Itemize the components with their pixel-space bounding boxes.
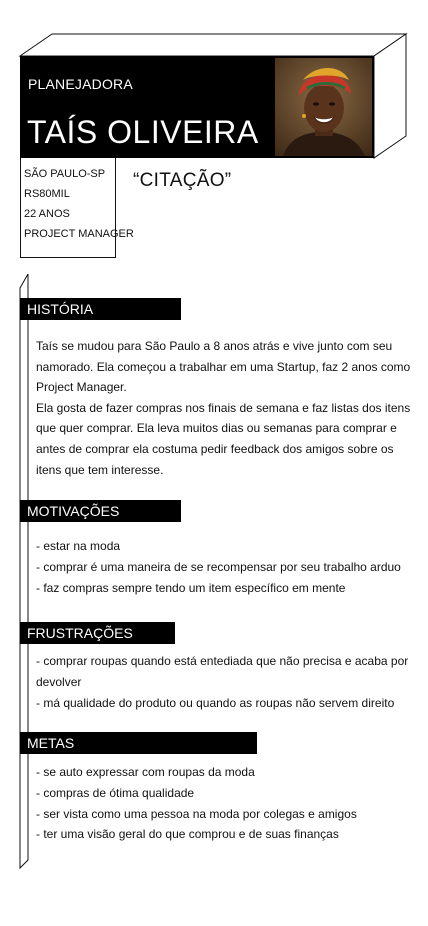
- list-item: - se auto expressar com roupas da moda: [36, 765, 255, 779]
- list-item: - estar na moda: [36, 539, 121, 553]
- persona-photo: [275, 58, 372, 156]
- section-title-metas: METAS: [20, 732, 257, 754]
- list-item: - comprar é uma maneira de se recompensar por seu trabalho arduo: [36, 559, 401, 574]
- info-location: SÃO PAULO-SP: [24, 168, 106, 180]
- list-item: - ser vista como uma pessoa na moda por colegas e amigos: [36, 806, 357, 821]
- list-item: - faz compras sempre tendo um item específico em mente: [36, 580, 346, 595]
- info-age: 22 ANOS: [24, 208, 70, 220]
- persona-info-box: [20, 158, 134, 258]
- historia-text: [36, 336, 412, 480]
- section-title-frustracoes: FRUSTRAÇÕES: [20, 622, 175, 644]
- persona-name: TAÍS OLIVEIRA: [27, 114, 259, 150]
- list-item: - comprar roupas quando está entediada que não precisa e acaba por devolver: [36, 654, 409, 689]
- motivacoes-list: [36, 536, 412, 598]
- info-occupation: PROJECT MANAGER: [24, 228, 134, 240]
- list-item: - ter uma visão geral do que comprou e de suas finanças: [36, 827, 339, 842]
- info-income: RS80MIL: [24, 188, 70, 200]
- portrait-illustration-icon: [275, 58, 372, 156]
- historia-paragraph: Ela gosta de fazer compras nos finais de semana e faz listas dos itens que quer comprar. Ela leva muitos dias ou semanas para comprar e antes de comprar ela costuma pedir feedback dos amigos sobre os itens que tem interesse.: [36, 400, 411, 477]
- section-title-historia: HISTÓRIA: [20, 298, 181, 320]
- persona-quote: “CITAÇÃO”: [133, 170, 232, 191]
- list-item: - má qualidade do produto ou quando as roupas não servem direito: [36, 695, 395, 710]
- section-title-motivacoes: MOTIVAÇÕES: [20, 500, 181, 522]
- metas-list: [36, 762, 412, 845]
- list-item: - compras de ótima qualidade: [36, 785, 195, 800]
- persona-role: PLANEJADORA: [28, 76, 133, 92]
- historia-paragraph: Taís se mudou para São Paulo a 8 anos atrás e vive junto com seu namorado. Ela começou a trabalhar em uma Startup, faz 2 anos como Project Manager.: [36, 339, 411, 395]
- frustracoes-list: [36, 651, 412, 713]
